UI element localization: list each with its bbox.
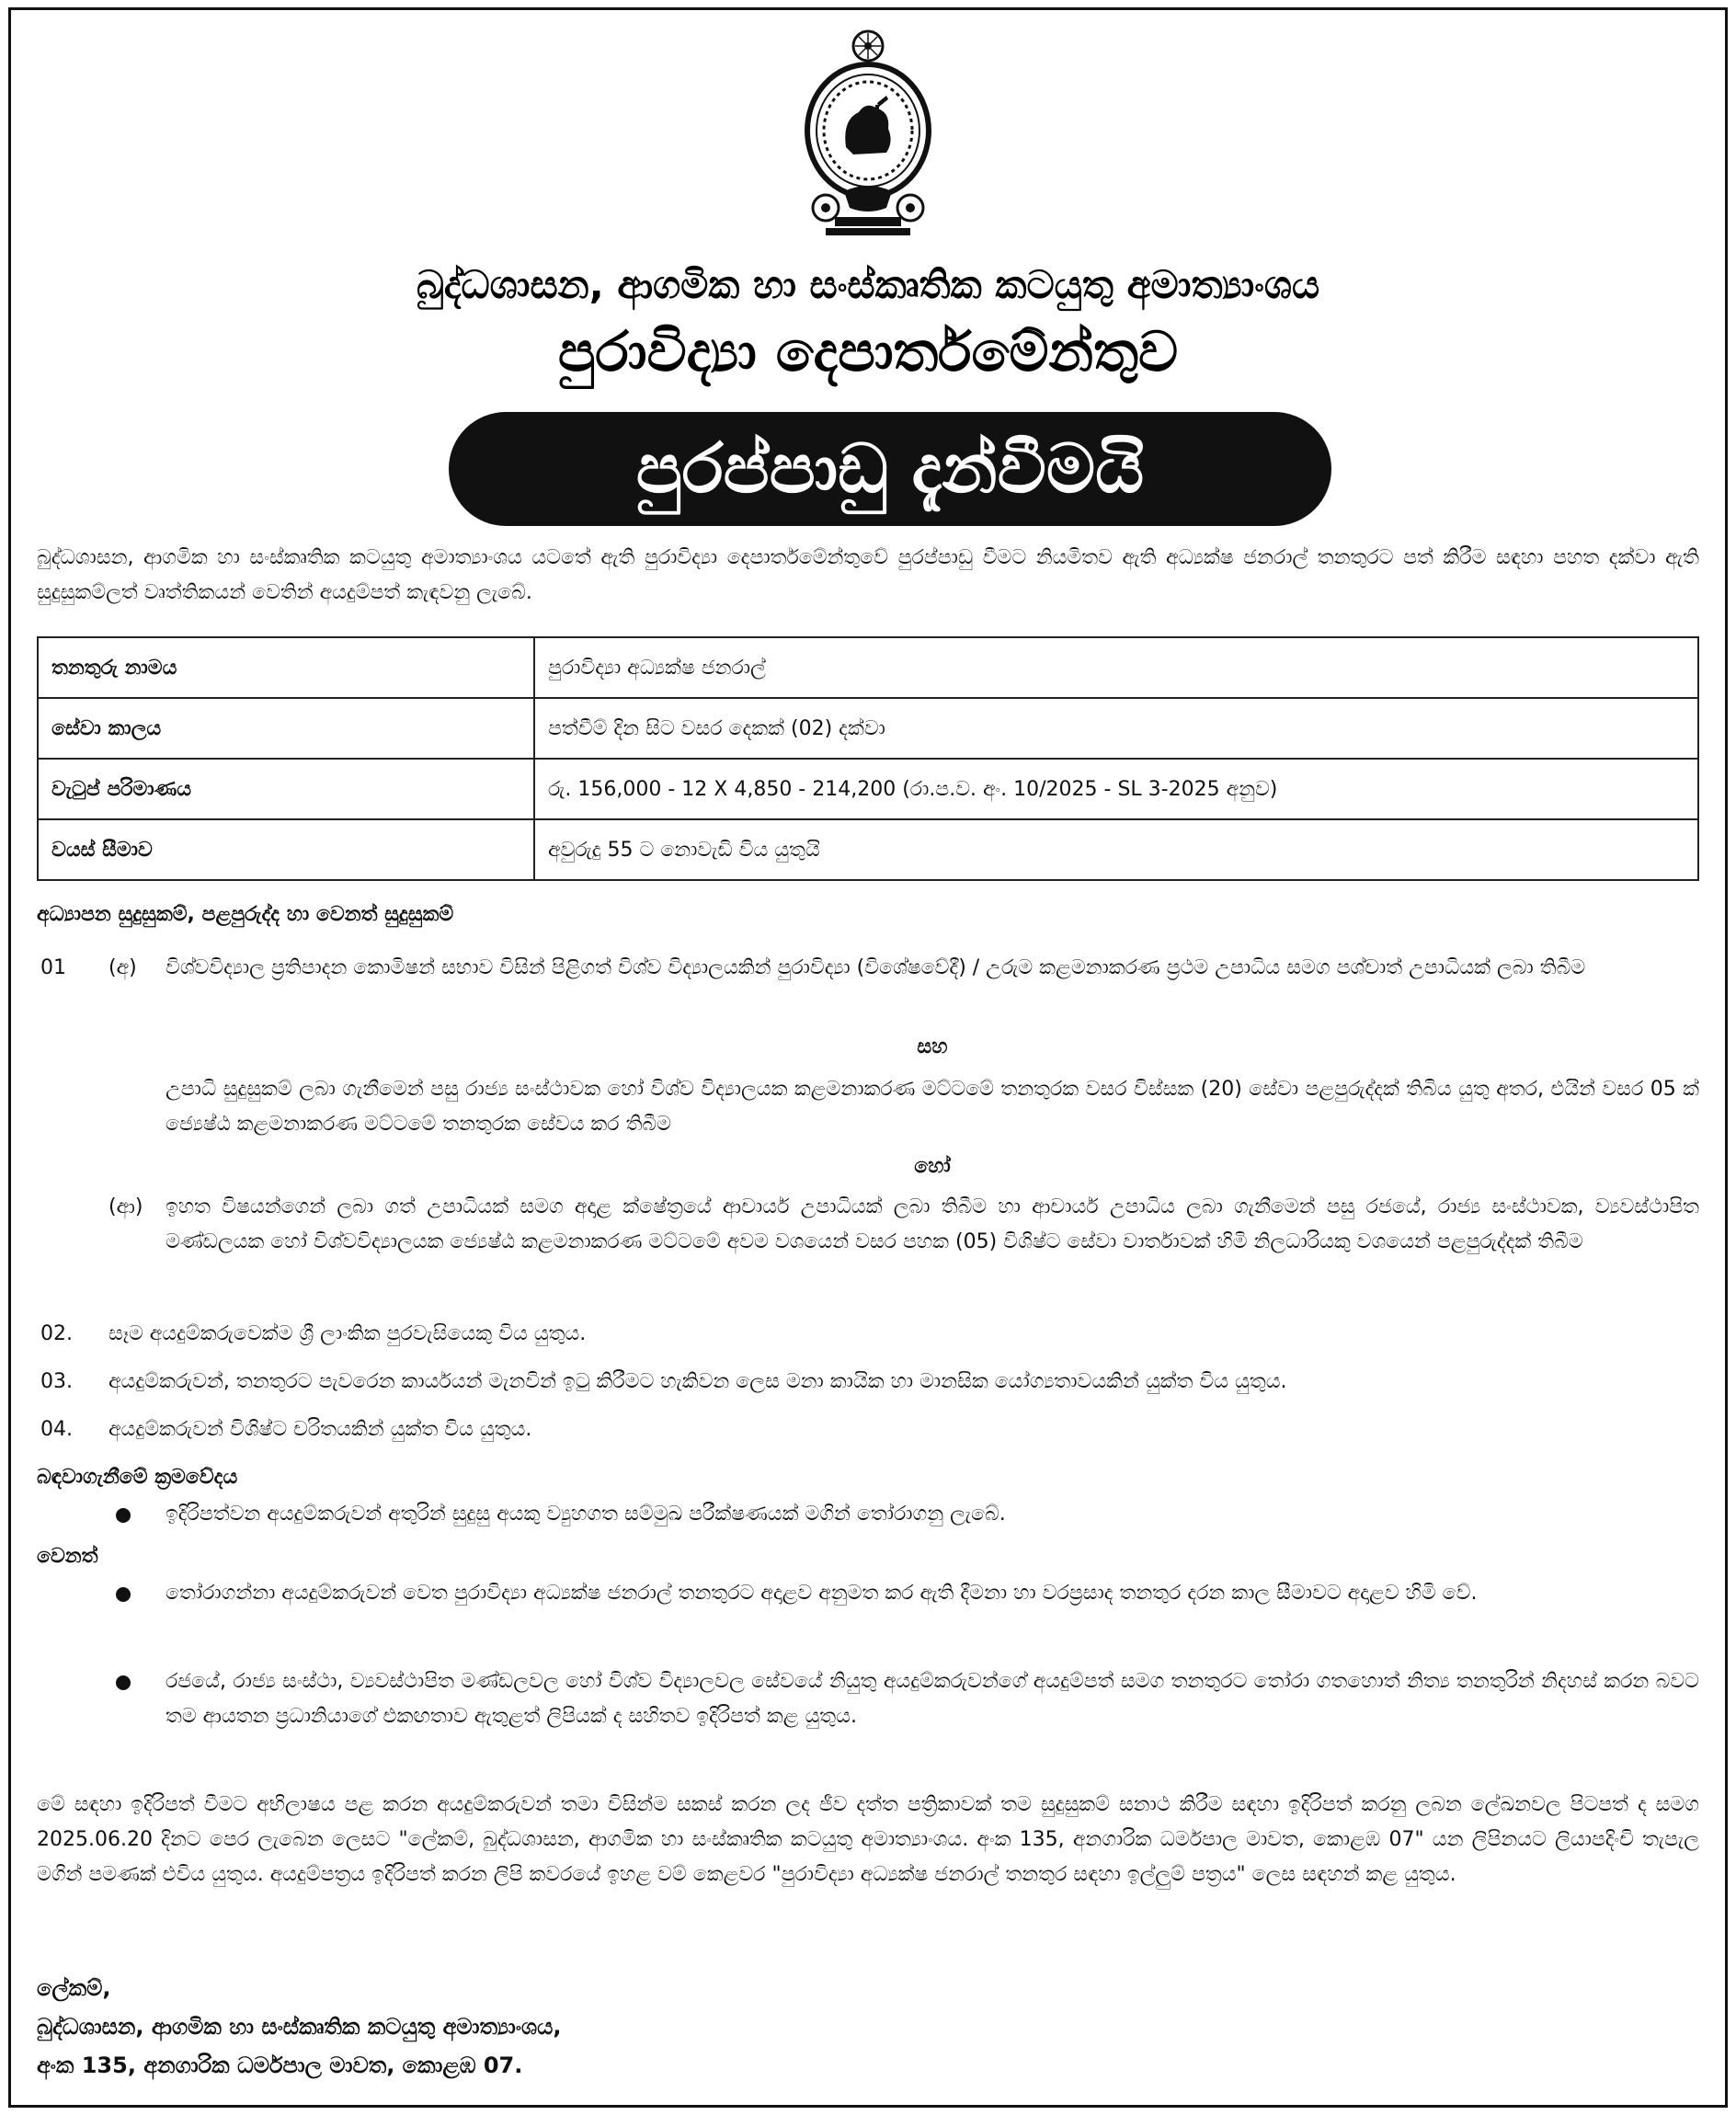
qualification-1a-text: විශ්වවිද්‍යාල ප්‍රතිපාදන කොමිෂන් සභාව විසින් පිළිගත් විශ්ව විද්‍යාලයකින් පුරාවිද්‍යා (විශේෂවේදී) / උරුම කළමනාකරණ ප්‍රථම උපාධිය සමග පශ්චාත් උපාධියක් ලබා තිබීම: [166, 956, 1586, 979]
department-title: පුරාවිද්‍යා දෙපාර්තමේන්තුව: [557, 320, 1179, 384]
row-value: පත්වීම් දින සිට වසර දෙකක් (02) දක්වා: [534, 698, 1698, 759]
row-label: වැටුප් පරිමාණය: [38, 759, 534, 819]
recruitment-heading: බඳවාගැනීමේ ක්‍රමවේදය: [37, 1466, 238, 1489]
bullet-icon: [116, 1587, 131, 1602]
qualification-2-text: සෑම අයදුම්කරුවෙක්ම ශ්‍රී ලාංකික පුරවැසියෙකු විය යුතුය.: [108, 1322, 587, 1345]
table-row: [38, 698, 1698, 759]
notice-title-banner: පුරප්පාඩු දැන්වීමයි: [449, 412, 1331, 526]
post-info-table: [37, 636, 1699, 881]
or-connector: හෝ: [914, 1155, 951, 1178]
table-row: [38, 759, 1698, 819]
qualification-1a-experience-text: උපාධි සුදුසුකම් ලබා ගැනීමෙන් පසු රාජ්‍ය සංස්ථාවක හෝ විශ්ව විද්‍යාලයක කළමනාකරණ මට්ටමේ තනතුරක වසර විස්සක (20) සේවා පළපුරුද්දක් තිබිය යුතු අතර, එයින් වසර 05 ක් ජ්‍යෙෂ්ඨ කළමනාකරණ මට්ටමේ තනතුරක සේවය කර තිබීම: [166, 1078, 1699, 1136]
item-number: 02.: [40, 1322, 73, 1345]
other-bullet-2-text: රජයේ, රාජ්‍ය සංස්ථා, ව්‍යවස්ථාපිත මණ්ඩලවල හෝ විශ්ව විද්‍යාලවල සේවයේ නියුතු අයදුම්කරුවන්ගේ අයදුම්පත් සමග තනතුරට තෝරා ගතහොත් නිත්‍ය තනතුරින් නිදහස් කරන බවට තම ආයතන ප්‍රධානියාගේ එකඟතාව ඇතුළත් ලිපියක් ද සහිතව ඉදිරිපත් කළ යුතුය.: [166, 1670, 1699, 1728]
signature-ministry: බුද්ධශාසන, ආගමික හා සංස්කෘතික කටයුතු අමාත්‍යාංශය,: [37, 2014, 562, 2040]
row-value: අවුරුදු 55 ට නොවැඩි විය යුතුයි: [534, 819, 1698, 880]
row-value: රු. 156,000 - 12 X 4,850 - 214,200 (රා.ප.ව. අං. 10/2025 - SL 3-2025 අනුව): [534, 759, 1698, 819]
sub-item-label: (ආ): [108, 1195, 143, 1218]
other-bullet-1-text: තෝරාගන්නා අයදුම්කරුවන් වෙත පුරාවිද්‍යා අධ්‍යක්ෂ ජනරාල් තනතුරට අදාළව අනුමත කර ඇති දීමනා හා වරප්‍රසාද තනතුර දරන කාල සීමාවට අදාළව හිමි වේ.: [166, 1582, 1478, 1605]
row-label: වයස් සීමාව: [38, 819, 534, 880]
table-row: [38, 637, 1698, 698]
item-number: 04.: [40, 1418, 73, 1441]
qualification-4-text: අයදුම්කරුවන් විශිෂ්ට චරිතයකින් යුක්ත විය යුතුය.: [108, 1418, 532, 1441]
signature-title: ලේකම්,: [37, 1975, 111, 2001]
bullet-icon: [116, 1675, 131, 1690]
table-row: [38, 819, 1698, 880]
row-label: තනතුරු නාමය: [38, 637, 534, 698]
signature-address: අංක 135, අනගාරික ධර්මපාල මාවත, කොළඹ 07.: [37, 2052, 523, 2078]
bullet-icon: [116, 1508, 131, 1523]
row-label: සේවා කාලය: [38, 698, 534, 759]
ministry-title: බුද්ධශාසන, ආගමික හා සංස්කෘතික කටයුතු අමාත්‍යාංශය: [416, 262, 1320, 307]
qualification-3-text: අයදුම්කරුවන්, තනතුරට පැවරෙන කාර්යයන් මැනවින් ඉටු කිරීමට හැකිවන ලෙස මනා කායික හා මානසික යෝග්‍යතාවයකින් යුක්ත විය යුතුය.: [108, 1370, 1287, 1393]
other-heading: වෙනත්: [37, 1545, 98, 1568]
row-value: පුරාවිද්‍යා අධ්‍යක්ෂ ජනරාල්: [534, 637, 1698, 698]
qualification-1b-text: ඉහත විෂයන්ගෙන් ලබා ගත් උපාධියක් සමග අදාළ ක්ෂේත්‍රයේ ආචාර්ය උපාධියක් ලබා තිබීම හා ආචාර්ය උපාධිය ලබා ගැනීමෙන් පසු රජයේ, රාජ්‍ය සංස්ථාවක, ව්‍යවස්ථාපිත මණ්ඩලයක හෝ විශ්වවිද්‍යාලයක ජ්‍යෙෂ්ඨ කළමනාකරණ මට්ටමේ අවම වශයෙන් වසර පහක (05) විශිෂ්ට සේවා වාර්තාවක් හිමි නිලධාරියකු වශයෙන් පළපුරුද්දක් තිබීම: [166, 1195, 1699, 1253]
recruitment-bullet-text: ඉදිරිපත්වන අයදුම්කරුවන් අතුරින් සුදුසු අයකු ව්‍යුහගත සම්මුඛ පරීක්ෂණයක් මගින් තෝරාගනු ලැබේ.: [166, 1503, 1006, 1526]
sri-lanka-emblem: [798, 28, 938, 241]
and-connector: සහ: [917, 1035, 948, 1058]
item-number: 03.: [40, 1370, 73, 1393]
sub-item-label: (අ): [108, 956, 137, 979]
qualifications-heading: අධ්‍යාපන සුදුසුකම්, පළපුරුද්ද හා වෙනත් සුදුසුකම්: [37, 903, 454, 926]
application-instructions: මේ සඳහා ඉදිරිපත් වීමට අභිලාෂය පළ කරන අයදුම්කරුවන් තමා විසින්ම සකස් කරන ලද ජීව දත්ත පත්‍රිකාවක් තම සුදුසුකම් සනාථ කිරීම සඳහා ඉදිරිපත් කරනු ලබන ලේඛනවල පිටපත් ද සමග 2025.06.20 දිනට පෙර ලැබෙන ලෙසට "ලේකම්, බුද්ධශාසන, ආගමික හා සංස්කෘතික කටයුතු අමාත්‍යාංශය. අංක 135, අනගාරික ධර්මපාල මාවත, කොළඹ 07" යන ලිපිනයට ලියාපදිංචි තැපැල මගින් පමණක් එවිය යුතුය. අයදුම්පත්‍රය ඉදිරිපත් කරන ලිපි කවරයේ ඉහළ වම් කෙළවර "පුරාවිද්‍යා අධ්‍යක්ෂ ජනරාල් තනතුර සඳහා ඉල්ලුම් පත්‍රය" ලෙස සඳහන් කළ යුතුය.: [37, 1793, 1699, 1886]
intro-paragraph: බුද්ධශාසන, ආගමික හා සංස්කෘතික කටයුතු අමාත්‍යාංශය යටතේ ඇති පුරාවිද්‍යා දෙපාර්තමේන්තුවේ පුරප්පාඩු වීමට නියමිතව ඇති අධ්‍යක්ෂ ජනරාල් තනතුරට පත් කිරීම සඳහා පහත දක්වා ඇති සුදුසුකම්ලත් වෘත්තිකයන් වෙතින් අයදුම්පත් කැඳවනු ලැබේ.: [37, 546, 1699, 604]
item-number: 01: [40, 956, 66, 979]
